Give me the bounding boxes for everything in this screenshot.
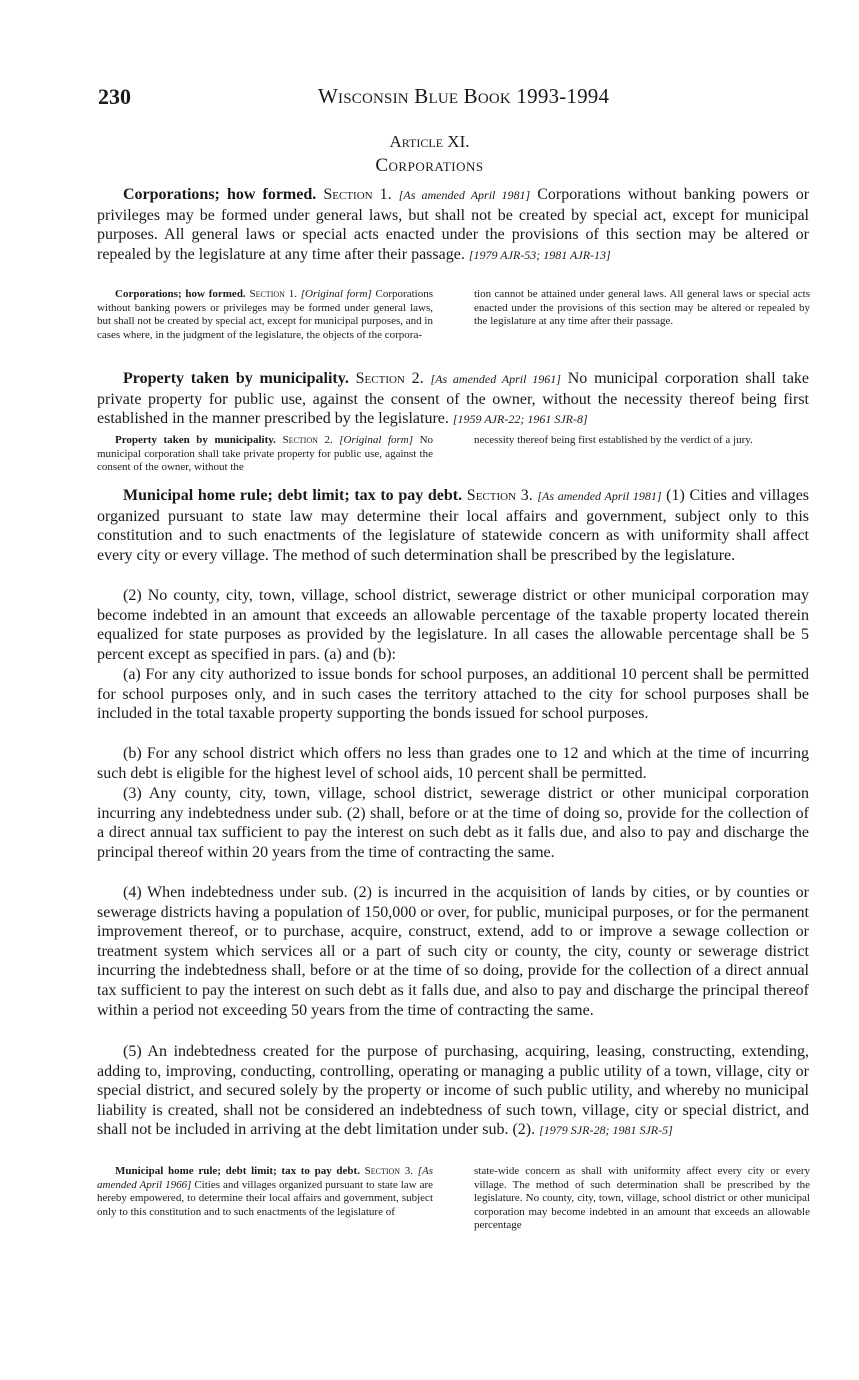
section-3-history: [1979 SJR-28; 1981 SJR-5] [539,1123,673,1138]
section-1-note-left [97,288,433,342]
section-3-sub-1: (1) Cities and villages organized pursuant to state law may determine their local affairs and government, subject only to this constitution and to such enactments of the legislature of statewide concern as with uniformity shall affect every city or every village. The method of such determination shall be prescribed by the legislature. [97,487,810,564]
section-2-note-text-right: necessity thereof being first established by the verdict of a jury. [474,434,753,446]
section-1-label: Section 1. [323,186,392,203]
section-3-sub-5-text: (5) An indebtedness created for the purpose of purchasing, acquiring, leasing, constructing, extending, adding to, improving, conducting, controlling, operating or managing a public utility of a town, village, city or special district, and secured solely by the property or income of such public utility, and whereby no municipal liability is created, shall not be considered an indebtedness of such town, village, city or special district, and shall not be included in arriving at the debt limitation under sub. (2). [97,1043,809,1139]
section-2-note-heading: Property taken by municipality. [115,434,276,446]
section-2-label: Section 2. [355,370,424,387]
section-3-note-heading: Municipal home rule; debt limit; tax to pay debt. [115,1165,360,1177]
section-1-body: Corporations without banking powers or privileges may be formed under general laws, but shall not be created by special act, except for municipal purposes. All general laws or special acts enacted under the provisions of this section may be altered or repealed by the legislature at any time after their passage. [97,186,810,263]
section-1-note-text-left: Corporations without banking powers or privileges may be formed under general laws, but shall not be created by special act, except for municipal purposes, and in cases where, in the judgment of the legislature, the objects of the corpora- [97,288,433,341]
section-3-note-left [97,1165,433,1219]
section-3-note-text-right: state-wide concern as shall with uniformity affect every city or every village. The method of such determination shall be prescribed by the legislature. No county, city, town, village, school district or other municipal corporation may become indebted in an amount that exceeds an allowable percentage [474,1165,810,1232]
page-number: 230 [98,84,131,109]
section-3-amended: [As amended April 1981] [537,489,662,503]
section-2-note-right [474,434,810,448]
section-2-heading: Property taken by municipality. [123,370,349,387]
section-1-note-heading: Corporations; how formed. [115,288,246,300]
section-3-par-b: (b) For any school district which offers no less than grades one to 12 and which at the time of incurring such debt is eligible for the highest level of school aids, 10 percent shall be permitted. [97,745,809,782]
section-2-history: [1959 AJR-22; 1961 SJR-8] [452,412,588,427]
section-1-note-label: Section 1. [249,288,297,300]
section-3-sub-4: (4) When indebtedness under sub. (2) is incurred in the acquisition of lands by cities, or by counties or sewerage districts having a population of 150,000 or over, for public, municipal purposes, or for the permanent improvement thereof, or to purchase, acquire, construct, extend, add to or improve a sewage collection or treatment system which services all or a part of such city or county, the city, county or sewerage district incurring the indebtedness shall, before or at the time of so doing, provide for the collection of a direct annual tax sufficient to pay the interest on such debt as it falls due, and also to pay and discharge the principal thereof within a period not exceeding 50 years from the time of contracting the same. [97,884,809,1019]
article-number: Article XI. [389,132,470,151]
section-2-note-text-left: No municipal corporation shall take private property for public use, against the consent of the owner, without the [97,434,434,474]
section-3-note-text-left: Cities and villages organized pursuant to state law are hereby empowered, to determine their local affairs and government, subject only to this constitution and to such enactments of the legislature of [97,1178,434,1218]
section-1-heading: Corporations; how formed. [123,186,317,203]
section-3-sub-2: (2) No county, city, town, village, school district, sewerage district or other municipal corporation may become indebted in an amount that exceeds an allowable percentage of the taxable property located therein equalized for state purposes as provided by the legislature. In all cases the allowable percentage shall be 5 percent except as specified in pars. (a) and (b): [97,587,809,663]
section-3-note-label: Section 3. [364,1165,414,1177]
section-3-note-amended: [As amended April 1966] [97,1165,433,1191]
section-3-sub-5 [97,1042,809,1141]
section-2-body: No municipal corporation shall take private property for public use, against the consent of the owner, without the necessity thereof being first established in the manner prescribed by the legislature. [97,370,810,428]
section-1-history: [1979 AJR-53; 1981 AJR-13] [468,247,611,262]
section-2-note-form: [Original form] [339,434,414,446]
section-1-note-form: [Original form] [300,288,372,300]
section-1-note-text-right: tion cannot be attained under general laws. All general laws or special acts enacted under the provisions of this section may be altered or repealed by the legislature at any time after their passage. [474,288,810,328]
section-2-note-left [97,434,433,475]
article-title: Corporations [375,155,484,176]
section-3-label: Section 3. [466,487,533,504]
section-3-paragraph-1 [97,486,809,565]
section-3-par-a: (a) For any city authorized to issue bonds for school purposes, an additional 10 percent shall be permitted for school purposes only, and in such cases the territory attached to the city for school purposes shall be included in the total taxable property supporting the bonds issued for school purposes. [97,666,809,723]
section-3-sub-3: (3) Any county, city, town, village, school district, sewerage district or other municipal corporation incurring any indebtedness under sub. (2) shall, before or at the time of doing so, provide for the collection of a direct annual tax sufficient to pay the interest on such debt as it falls due, and also to pay and discharge the principal thereof within 20 years from the time of contracting the same. [97,785,809,861]
section-1-text [97,185,809,265]
section-3-heading: Municipal home rule; debt limit; tax to pay debt. [123,487,463,504]
section-2-text [97,369,809,430]
running-header: Wisconsin Blue Book 1993-1994 [318,84,610,108]
section-1-note-right [474,288,810,329]
section-1-amended: [As amended April 1981] [398,188,531,202]
section-2-note-label: Section 2. [282,434,333,446]
section-2-amended: [As amended April 1961] [430,372,561,386]
section-3-note-right [474,1165,810,1233]
